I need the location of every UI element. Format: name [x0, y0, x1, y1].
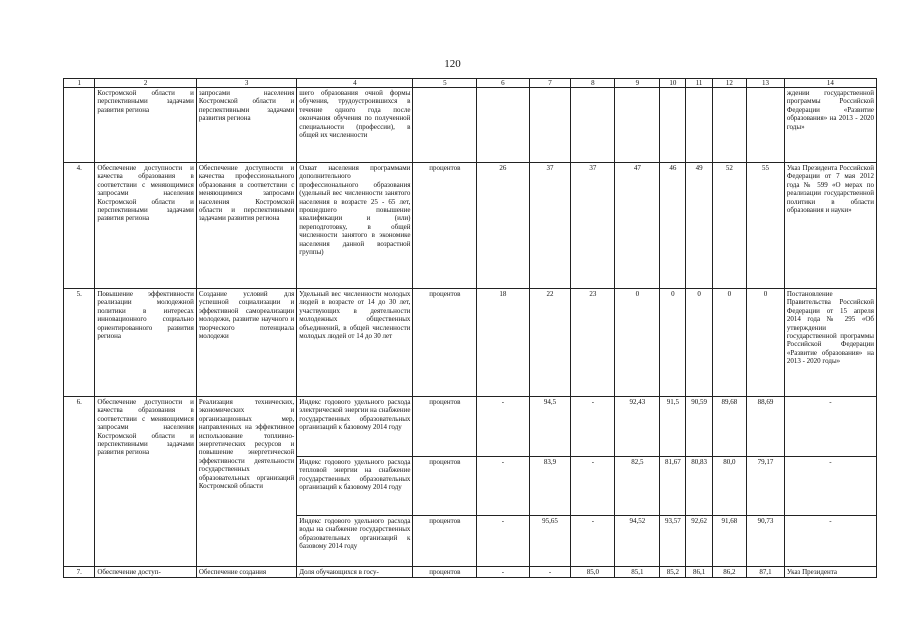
header-row: [64, 79, 877, 88]
value-cell: 85,2: [660, 567, 686, 578]
row-number: 7.: [64, 567, 95, 578]
basis-cell: Указ Президента: [784, 567, 876, 578]
goal-cell: Обеспечение доступ-: [95, 567, 196, 578]
unit-cell: процентов: [413, 516, 477, 567]
value-cell: -: [529, 567, 571, 578]
basis-cell: -: [784, 516, 876, 567]
value-cell: [615, 88, 660, 163]
value-cell: -: [477, 397, 529, 457]
value-cell: 86,1: [686, 567, 712, 578]
value-cell: [747, 88, 785, 163]
value-cell: 37: [529, 163, 571, 289]
value-cell: -: [477, 457, 529, 516]
value-cell: 82,5: [615, 457, 660, 516]
unit-cell: процентов: [413, 163, 477, 289]
value-cell: 22: [529, 289, 571, 397]
value-cell: 94,5: [529, 397, 571, 457]
basis-cell: Указ Президента Российской Федерации от 7 мая 2012 года № 599 «О мерах по реализации государственной политики в области образования и науки»: [784, 163, 876, 289]
value-cell: [686, 88, 712, 163]
value-cell: 88,69: [747, 397, 785, 457]
header-cell: 3: [196, 79, 296, 88]
table-row: [64, 567, 877, 578]
header-cell: 2: [95, 79, 196, 88]
row-number: 5.: [64, 289, 95, 397]
unit-cell: процентов: [413, 289, 477, 397]
indicator-cell: шего образования очной формы обучения, трудоустроившихся в течение одного года после окончания обучения по полученной специальности (профессии), в общей их численности: [297, 88, 413, 163]
value-cell: -: [571, 397, 615, 457]
task-cell: Создание условий для успешной социализации и эффективной самореализации молодежи, развитие научного и творческого потенциала молодежи: [196, 289, 296, 397]
header-cell: 4: [297, 79, 413, 88]
header-cell: 9: [615, 79, 660, 88]
value-cell: -: [571, 457, 615, 516]
value-cell: -: [571, 516, 615, 567]
value-cell: 89,68: [712, 397, 747, 457]
header-cell: 14: [784, 79, 876, 88]
value-cell: [529, 88, 571, 163]
header-cell: 13: [747, 79, 785, 88]
value-cell: [477, 88, 529, 163]
indicator-cell: Охват населения программами дополнительного профессионального образования (удельный вес численности занятого населения в возрасте 25 - 65 лет, прошедшего повышение квалификации и (или) переподготовку, в общей численности занятого в экономике населения данной возрастной группы): [297, 163, 413, 289]
value-cell: 95,65: [529, 516, 571, 567]
value-cell: 47: [615, 163, 660, 289]
goal-cell: Костромской области и перспективными задачами развития региона: [95, 88, 196, 163]
table-row: [64, 289, 877, 397]
header-cell: 8: [571, 79, 615, 88]
value-cell: 0: [747, 289, 785, 397]
table-row: [64, 88, 877, 163]
unit-cell: [413, 88, 477, 163]
value-cell: -: [477, 567, 529, 578]
task-cell: Обеспечение создания: [196, 567, 296, 578]
header-cell: 7: [529, 79, 571, 88]
value-cell: 37: [571, 163, 615, 289]
row-number: 4.: [64, 163, 95, 289]
value-cell: 93,57: [660, 516, 686, 567]
unit-cell: процентов: [413, 567, 477, 578]
basis-cell: Постановление Правительства Российской Федерации от 15 апреля 2014 года № 295 «Об утверждении государственной программы Российской Федерации «Развитие образования» на 2013 - 2020 годы»: [784, 289, 876, 397]
value-cell: 85,1: [615, 567, 660, 578]
indicator-cell: Индекс годового удельного расхода воды на снабжение государственных образовательных организаций к базовому 2014 году: [297, 516, 413, 567]
goal-cell: Повышение эффективности реализации молодежной политики в интересах инновационного социально ориентированного развития региона: [95, 289, 196, 397]
goal-cell: Обеспечение доступности и качества образования в соответствии с меняющимися запросами населения Костромской области и перспективными задачами развития региона: [95, 397, 196, 567]
indicator-cell: Удельный вес численности молодых людей в возрасте от 14 до 30 лет, участвующих в деятельности молодежных общественных объединений, в общей численности молодых людей от 14 до 30 лет: [297, 289, 413, 397]
basis-cell: ждении государственной программы Российской Федерации «Развитие образования» на 2013 - 2020 годы»: [784, 88, 876, 163]
value-cell: [712, 88, 747, 163]
header-cell: 5: [413, 79, 477, 88]
value-cell: 80,0: [712, 457, 747, 516]
value-cell: 87,1: [747, 567, 785, 578]
row-number: [64, 88, 95, 163]
header-cell: 1: [64, 79, 95, 88]
page-number: 120: [444, 58, 461, 70]
value-cell: 92,62: [686, 516, 712, 567]
value-cell: 81,67: [660, 457, 686, 516]
indicator-cell: Индекс годового удельного расхода электрической энергии на снабжение государственных образовательных организаций к базовому 2014 году: [297, 397, 413, 457]
value-cell: [571, 88, 615, 163]
table-row: [64, 397, 877, 457]
goal-cell: Обеспечение доступности и качества образования в соответствии с меняющимися запросами населения Костромской области и перспективными задачами развития региона: [95, 163, 196, 289]
value-cell: 52: [712, 163, 747, 289]
task-cell: запросами населения Костромской области и перспективными задачами развития региона: [196, 88, 296, 163]
value-cell: 91,5: [660, 397, 686, 457]
value-cell: 18: [477, 289, 529, 397]
indicators-table: [63, 78, 877, 578]
indicator-cell: Индекс годового удельного расхода тепловой энергии на снабжение государственных образовательных организаций к базовому 2014 году: [297, 457, 413, 516]
unit-cell: процентов: [413, 457, 477, 516]
value-cell: -: [477, 516, 529, 567]
value-cell: 86,2: [712, 567, 747, 578]
value-cell: 90,73: [747, 516, 785, 567]
value-cell: 83,9: [529, 457, 571, 516]
value-cell: 94,52: [615, 516, 660, 567]
task-cell: Реализация технических, экономических и организационных мер, направленных на эффективное использование топливно-энергетических ресурсов и повышение энергетической эффективности деятельности государственных образовательных организаций Костромской области: [196, 397, 296, 567]
value-cell: 55: [747, 163, 785, 289]
value-cell: 26: [477, 163, 529, 289]
value-cell: 92,43: [615, 397, 660, 457]
value-cell: 0: [660, 289, 686, 397]
unit-cell: процентов: [413, 397, 477, 457]
value-cell: 85,0: [571, 567, 615, 578]
value-cell: 49: [686, 163, 712, 289]
value-cell: 0: [712, 289, 747, 397]
table-row: [64, 163, 877, 289]
value-cell: 91,68: [712, 516, 747, 567]
value-cell: 90,59: [686, 397, 712, 457]
basis-cell: -: [784, 397, 876, 457]
header-cell: 10: [660, 79, 686, 88]
task-cell: Обеспечение доступности и качества профессионального образования в соответствии с меняющимися запросами населения Костромской области и перспективными задачами развития региона: [196, 163, 296, 289]
row-number: 6.: [64, 397, 95, 567]
header-cell: 12: [712, 79, 747, 88]
value-cell: 79,17: [747, 457, 785, 516]
header-cell: 11: [686, 79, 712, 88]
value-cell: 46: [660, 163, 686, 289]
value-cell: 80,83: [686, 457, 712, 516]
indicator-cell: Доля обучающихся в госу-: [297, 567, 413, 578]
value-cell: 0: [615, 289, 660, 397]
value-cell: 0: [686, 289, 712, 397]
header-cell: 6: [477, 79, 529, 88]
value-cell: 23: [571, 289, 615, 397]
value-cell: [660, 88, 686, 163]
basis-cell: -: [784, 457, 876, 516]
